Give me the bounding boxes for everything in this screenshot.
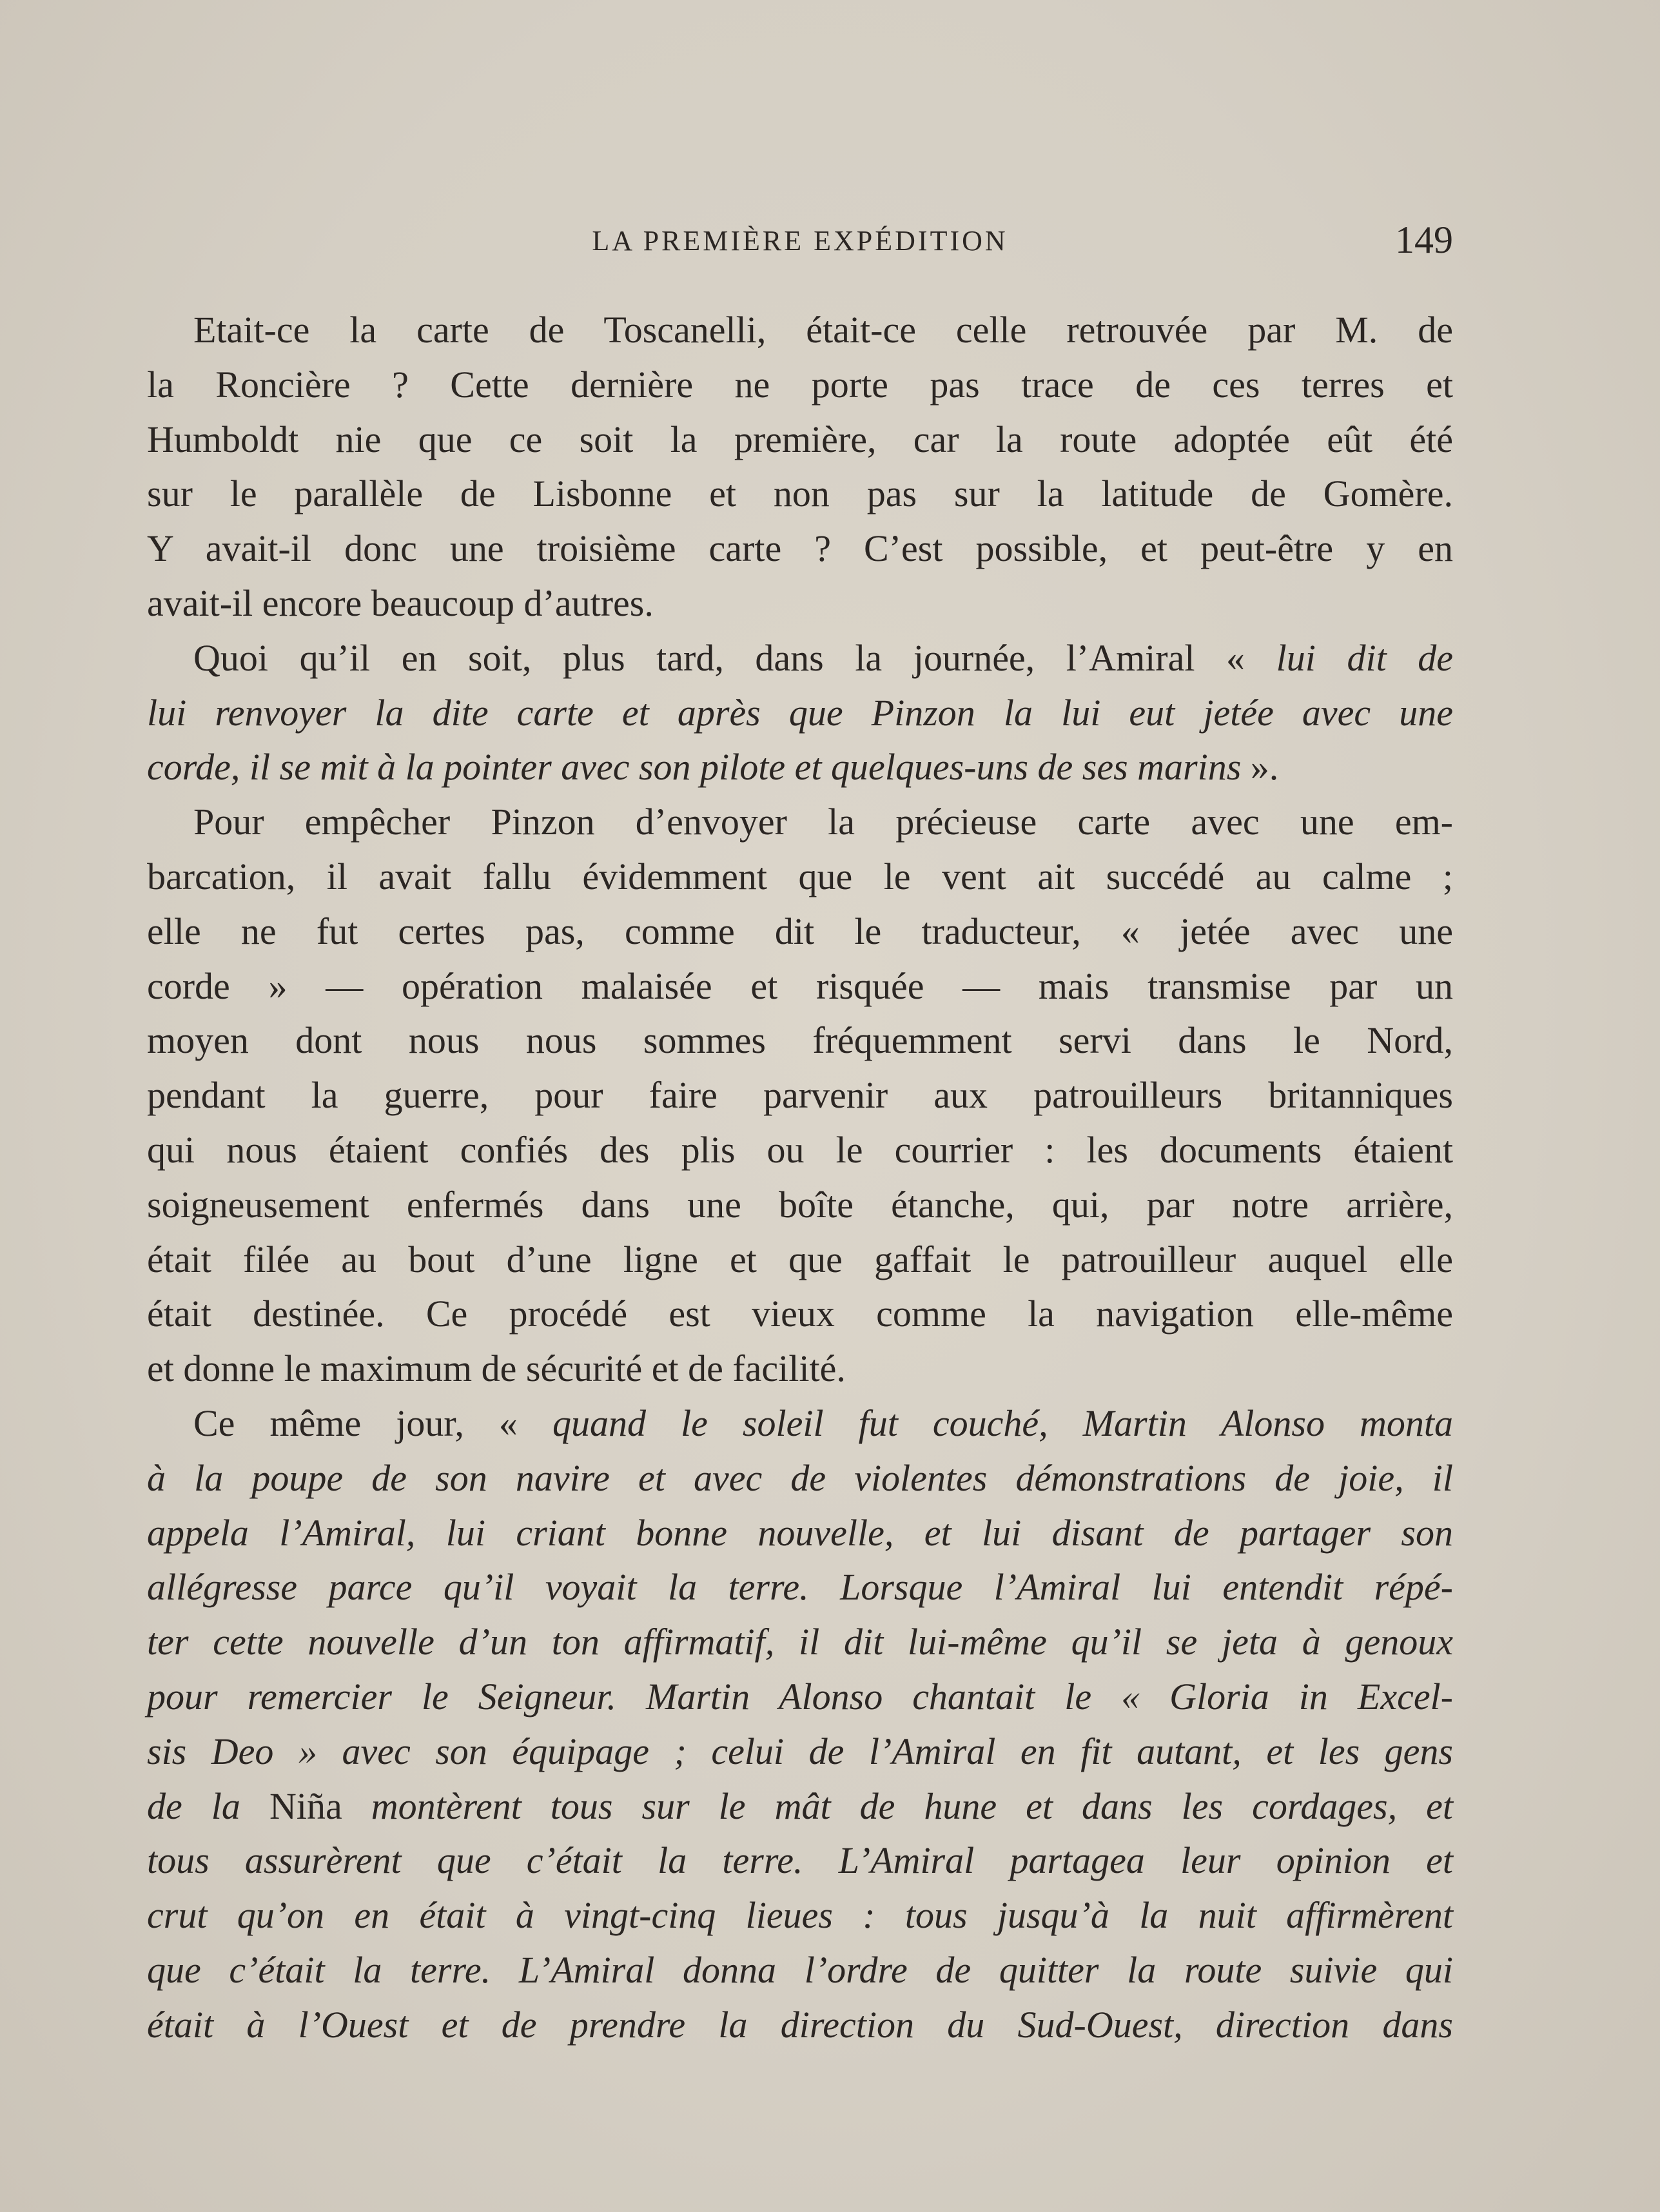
italic-quote-text: était à l’Ouest et de prendre la direction du Sud-Ouest, direction dans	[147, 2003, 1453, 2046]
paragraph	[147, 1396, 1453, 2053]
text-line	[147, 1888, 1453, 1943]
italic-quote-text: tous assurèrent que c’était la terre. L’Amiral partagea leur opinion et	[147, 1839, 1453, 1882]
italic-quote-text: lui dit de	[1276, 636, 1454, 679]
text-segment: barcation, il avait fallu évidemment que le vent ait succédé au calme ;	[147, 855, 1453, 897]
italic-quote-text: lui renvoyer la dite carte et après que Pinzon la lui eut jetée avec une	[147, 691, 1453, 734]
text-line	[147, 631, 1453, 686]
text-segment: Quoi qu’il en soit, plus tard, dans la journée, l’Amiral «	[193, 636, 1276, 679]
text-line	[147, 1068, 1453, 1123]
text-line	[147, 413, 1453, 467]
text-line	[147, 1506, 1453, 1561]
paragraph	[147, 631, 1453, 795]
text-segment: corde » — opération malaisée et risquée — mais transmise par un	[147, 964, 1453, 1007]
text-segment: Humboldt nie que ce soit la première, car la route adoptée eût été	[147, 418, 1453, 460]
italic-quote-text: que c’était la terre. L’Amiral donna l’ordre de quitter la route suivie qui	[147, 1948, 1453, 1991]
text-line	[147, 1451, 1453, 1506]
italic-quote-text: crut qu’on en était à vingt-cinq lieues : tous jusqu’à la nuit affirmèrent	[147, 1894, 1453, 1937]
paragraph	[147, 795, 1453, 1396]
text-line	[147, 576, 1453, 631]
text-segment: et donne le maximum de sécurité et de facilité.	[147, 1347, 846, 1390]
italic-quote-text: de la	[147, 1785, 269, 1827]
text-segment: était destinée. Ce procédé est vieux comme la navigation elle-même	[147, 1293, 1453, 1335]
italic-quote-text: appela l’Amiral, lui criant bonne nouvelle, et lui disant de partager son	[147, 1511, 1453, 1554]
text-segment: Ce même jour, «	[193, 1402, 552, 1444]
text-segment: Etait-ce la carte de Toscanelli, était-ce celle retrouvée par M. de	[193, 309, 1453, 351]
text-line	[147, 1342, 1453, 1396]
text-segment: soigneusement enfermés dans une boîte étanche, qui, par notre arrière,	[147, 1183, 1453, 1226]
text-line	[147, 1670, 1453, 1725]
italic-quote-text: pour remercier le Seigneur. Martin Alonso chantait le « Gloria in Excel-	[147, 1675, 1453, 1718]
text-line	[147, 1287, 1453, 1342]
italic-quote-text: à la poupe de son navire et avec de violentes démonstrations de joie, il	[147, 1456, 1453, 1499]
text-segment: ».	[1241, 746, 1279, 788]
text-line	[147, 303, 1453, 358]
page-number: 149	[1395, 219, 1453, 261]
italic-quote-text: allégresse parce qu’il voyait la terre. Lorsque l’Amiral lui entendit répé-	[147, 1566, 1453, 1609]
text-segment: qui nous étaient confiés des plis ou le courrier : les documents étaient	[147, 1128, 1453, 1171]
text-segment: était filée au bout d’une ligne et que gaffait le patrouilleur auquel elle	[147, 1238, 1453, 1280]
text-segment: pendant la guerre, pour faire parvenir aux patrouilleurs britanniques	[147, 1074, 1453, 1117]
text-line	[147, 1615, 1453, 1670]
text-line	[147, 795, 1453, 850]
text-line	[147, 905, 1453, 959]
text-line	[147, 1779, 1453, 1834]
text-segment: moyen dont nous nous sommes fréquemment servi dans le Nord,	[147, 1019, 1453, 1062]
text-line	[147, 358, 1453, 413]
italic-quote-text: corde, il se mit à la pointer avec son pilote et quelques-uns de ses marins	[147, 746, 1242, 788]
text-segment: avait-il encore beaucoup d’autres.	[147, 582, 654, 624]
text-segment: sur le parallèle de Lisbonne et non pas sur la latitude de Gomère.	[147, 473, 1453, 515]
text-line	[147, 959, 1453, 1014]
text-line	[147, 1560, 1453, 1615]
text-line	[147, 1123, 1453, 1178]
page-header	[147, 218, 1453, 269]
text-line	[147, 1233, 1453, 1287]
text-line	[147, 1178, 1453, 1233]
text-line	[147, 850, 1453, 905]
italic-quote-text: ter cette nouvelle d’un ton affirmatif, il dit lui-même qu’il se jeta à genoux	[147, 1621, 1453, 1663]
text-line	[147, 467, 1453, 522]
text-line	[147, 522, 1453, 576]
italic-quote-text: montèrent tous sur le mât de hune et dans les cordages, et	[342, 1785, 1453, 1827]
text-line	[147, 686, 1453, 741]
text-line	[147, 740, 1453, 795]
paragraph	[147, 303, 1453, 631]
text-line	[147, 1396, 1453, 1451]
running-title: LA PREMIÈRE EXPÉDITION	[592, 225, 1008, 257]
text-segment: Pour empêcher Pinzon d’envoyer la précieuse carte avec une em-	[193, 801, 1453, 843]
body-text	[147, 303, 1453, 2053]
text-line	[147, 1834, 1453, 1888]
text-line	[147, 1013, 1453, 1068]
italic-quote-text: quand le soleil fut couché, Martin Alonso monta	[552, 1402, 1453, 1444]
italic-quote-text: sis Deo » avec son équipage ; celui de l’Amiral en fit autant, et les gens	[147, 1730, 1453, 1772]
text-line	[147, 1943, 1453, 1998]
text-segment: la Roncière ? Cette dernière ne porte pas trace de ces terres et	[147, 363, 1453, 406]
text-segment: elle ne fut certes pas, comme dit le traducteur, « jetée avec une	[147, 910, 1453, 952]
text-segment: Y avait-il donc une troisième carte ? C’est possible, et peut-être y en	[147, 527, 1453, 570]
text-line	[147, 1725, 1453, 1779]
text-line	[147, 1998, 1453, 2053]
text-segment: Niña	[269, 1785, 342, 1827]
